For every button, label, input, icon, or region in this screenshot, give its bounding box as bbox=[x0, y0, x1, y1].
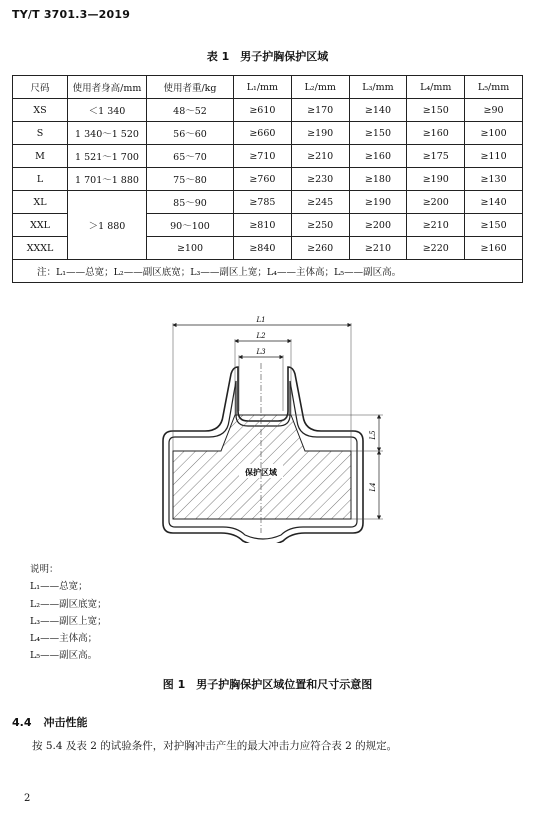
chest-protector-diagram bbox=[143, 311, 393, 543]
l2-cell: ≥230 bbox=[291, 168, 349, 191]
l3-cell: ≥200 bbox=[349, 214, 407, 237]
figure-legend bbox=[30, 561, 107, 665]
height-cell: 1 701～1 880 bbox=[68, 168, 147, 191]
l4-cell: ≥150 bbox=[407, 99, 465, 122]
size-cell: XXL bbox=[13, 214, 68, 237]
l2-cell: ≥210 bbox=[291, 145, 349, 168]
column-header: 尺码 bbox=[13, 76, 68, 99]
l1-cell: ≥710 bbox=[234, 145, 292, 168]
height-cell: 1 340～1 520 bbox=[68, 122, 147, 145]
l2-cell: ≥250 bbox=[291, 214, 349, 237]
l5-cell: ≥110 bbox=[465, 145, 523, 168]
weight-cell: 75～80 bbox=[147, 168, 234, 191]
l5-cell: ≥150 bbox=[465, 214, 523, 237]
column-header: 使用者身高/mm bbox=[68, 76, 147, 99]
table-row bbox=[13, 122, 523, 145]
l1-cell: ≥660 bbox=[234, 122, 292, 145]
weight-cell: 90～100 bbox=[147, 214, 234, 237]
table-row bbox=[13, 145, 523, 168]
size-cell: XXXL bbox=[13, 237, 68, 260]
size-cell: XS bbox=[13, 99, 68, 122]
table-row bbox=[13, 168, 523, 191]
l1-label: L1 bbox=[256, 316, 266, 324]
l3-cell: ≥190 bbox=[349, 191, 407, 214]
weight-cell: ≥100 bbox=[147, 237, 234, 260]
table-header-row bbox=[13, 76, 523, 99]
l2-cell: ≥260 bbox=[291, 237, 349, 260]
height-cell: 1 521～1 700 bbox=[68, 145, 147, 168]
l1-cell: ≥785 bbox=[234, 191, 292, 214]
weight-cell: 85～90 bbox=[147, 191, 234, 214]
l3-cell: ≥140 bbox=[349, 99, 407, 122]
l4-cell: ≥190 bbox=[407, 168, 465, 191]
legend-item: L₂——副区底宽； bbox=[30, 598, 107, 610]
l5-label: L5 bbox=[369, 430, 377, 440]
legend-item: L₁——总宽； bbox=[30, 581, 88, 593]
l4-cell: ≥175 bbox=[407, 145, 465, 168]
standard-number-header: TY/T 3701.3—2019 bbox=[12, 8, 131, 21]
figure-caption: 图 1 男子护胸保护区域位置和尺寸示意图 bbox=[162, 678, 373, 691]
l3-cell: ≥180 bbox=[349, 168, 407, 191]
size-cell: S bbox=[13, 122, 68, 145]
l4-label: L4 bbox=[369, 482, 377, 492]
protection-region-label: 保护区域 bbox=[245, 468, 277, 477]
l4-cell: ≥220 bbox=[407, 237, 465, 260]
weight-cell: 56～60 bbox=[147, 122, 234, 145]
l1-cell: ≥810 bbox=[234, 214, 292, 237]
protection-area-table bbox=[12, 75, 523, 283]
l5-cell: ≥140 bbox=[465, 191, 523, 214]
l5-cell: ≥100 bbox=[465, 122, 523, 145]
column-header: L₄/mm bbox=[407, 76, 465, 99]
section-heading bbox=[12, 714, 88, 730]
l3-cell: ≥210 bbox=[349, 237, 407, 260]
legend-item: L₃——副区上宽； bbox=[30, 615, 107, 627]
table-caption: 表 1 男子护胸保护区域 bbox=[206, 50, 329, 63]
l3-label: L3 bbox=[256, 348, 266, 356]
column-header: L₁/mm bbox=[234, 76, 292, 99]
legend-title: 说明： bbox=[30, 564, 59, 575]
l4-cell: ≥200 bbox=[407, 191, 465, 214]
l5-cell: ≥130 bbox=[465, 168, 523, 191]
column-header: L₃/mm bbox=[349, 76, 407, 99]
l2-cell: ≥245 bbox=[291, 191, 349, 214]
legend-item: L₄——主体高； bbox=[30, 633, 98, 645]
section-number: 4.4 bbox=[12, 716, 32, 729]
l5-cell: ≥160 bbox=[465, 237, 523, 260]
table-row bbox=[13, 191, 523, 214]
column-header: L₅/mm bbox=[465, 76, 523, 99]
section-title: 冲击性能 bbox=[43, 716, 88, 729]
height-cell-merged: ＞1 880 bbox=[68, 191, 147, 260]
l2-cell: ≥170 bbox=[291, 99, 349, 122]
l1-cell: ≥760 bbox=[234, 168, 292, 191]
weight-cell: 65～70 bbox=[147, 145, 234, 168]
page-number: 2 bbox=[24, 793, 31, 804]
height-cell: ＜1 340 bbox=[68, 99, 147, 122]
l1-cell: ≥840 bbox=[234, 237, 292, 260]
l2-label: L2 bbox=[256, 332, 266, 340]
l5-cell: ≥90 bbox=[465, 99, 523, 122]
column-header: L₂/mm bbox=[291, 76, 349, 99]
l2-cell: ≥190 bbox=[291, 122, 349, 145]
l3-cell: ≥150 bbox=[349, 122, 407, 145]
weight-cell: 48～52 bbox=[147, 99, 234, 122]
table-note: 注：L₁——总宽；L₂——副区底宽；L₃——副区上宽；L₄——主体高；L₅——副区高。 bbox=[13, 260, 523, 283]
size-cell: XL bbox=[13, 191, 68, 214]
body-paragraph: 按 5.4 及表 2 的试验条件，对护胸冲击产生的最大冲击力应符合表 2 的规定。 bbox=[32, 740, 398, 752]
l3-cell: ≥160 bbox=[349, 145, 407, 168]
l4-cell: ≥210 bbox=[407, 214, 465, 237]
table-row bbox=[13, 99, 523, 122]
l4-cell: ≥160 bbox=[407, 122, 465, 145]
size-cell: L bbox=[13, 168, 68, 191]
l1-cell: ≥610 bbox=[234, 99, 292, 122]
table-note-row bbox=[13, 260, 523, 283]
size-cell: M bbox=[13, 145, 68, 168]
legend-item: L₅——副区高。 bbox=[30, 650, 98, 662]
column-header: 使用者重/kg bbox=[147, 76, 234, 99]
